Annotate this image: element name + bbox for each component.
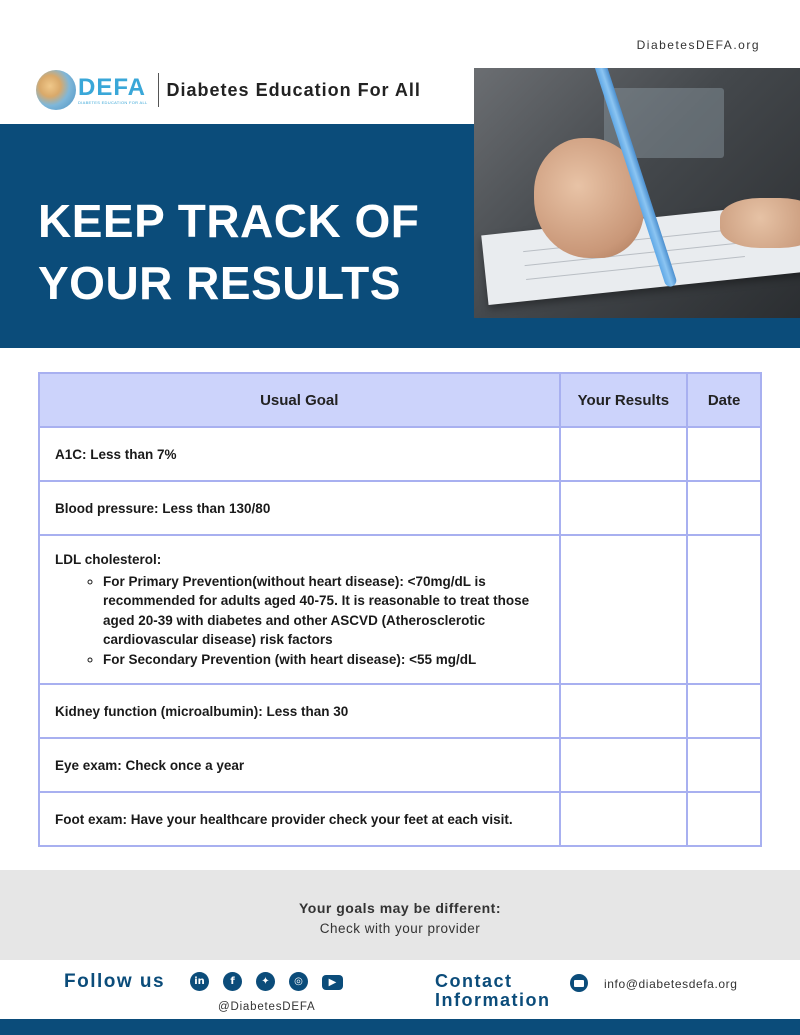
table-row xyxy=(39,792,761,846)
contact-label xyxy=(435,972,551,1010)
logo xyxy=(78,73,148,105)
linkedin-icon[interactable]: in xyxy=(190,972,209,991)
note-title: Your goals may be different: xyxy=(299,900,501,916)
table-row xyxy=(39,481,761,535)
note-subtitle: Check with your provider xyxy=(319,921,481,936)
ldl-secondary-prevention: ◦ For Secondary Prevention (with heart disease): <55 mg/dL xyxy=(103,650,544,670)
results-cell[interactable] xyxy=(560,481,688,535)
social-links xyxy=(190,972,357,991)
notebook-line xyxy=(526,256,745,280)
contact-label-line-1: Contact xyxy=(435,971,513,991)
contact-email[interactable]: info@diabetesdefa.org xyxy=(604,977,738,991)
page-title xyxy=(38,190,458,314)
results-cell[interactable] xyxy=(560,427,688,481)
logo-divider xyxy=(158,73,159,107)
hero-photo xyxy=(474,68,800,318)
logo-row xyxy=(36,70,421,110)
globe-logo-icon xyxy=(36,70,76,110)
table-row xyxy=(39,738,761,792)
site-url[interactable]: DiabetesDEFA.org xyxy=(636,38,760,52)
ldl-primary-prevention: ◦ For Primary Prevention(without heart disease): <70mg/dL is recommended for adults aged 40-75. It is reasonable to treat those aged 20-39 with diabetes and other ASCVD (Atherosclerotic cardiovascular disease) risk factors xyxy=(103,572,544,650)
social-handle[interactable]: @DiabetesDEFA xyxy=(218,1001,316,1013)
date-cell[interactable] xyxy=(687,481,761,535)
goal-kidney-function: Kidney function (microalbumin): Less than 30 xyxy=(39,684,560,738)
table-header-row xyxy=(39,373,761,427)
date-cell[interactable] xyxy=(687,792,761,846)
goal-a1c: A1C: Less than 7% xyxy=(39,427,560,481)
logo-wordmark: DEFA xyxy=(78,73,147,101)
header-your-results: Your Results xyxy=(560,373,688,427)
results-cell[interactable] xyxy=(560,684,688,738)
photo-resting-hand xyxy=(720,198,800,248)
footer-bottom-bar xyxy=(0,1019,800,1035)
results-table xyxy=(38,372,762,847)
date-cell[interactable] xyxy=(687,738,761,792)
note-band xyxy=(0,870,800,960)
ldl-bullet-list xyxy=(103,572,544,670)
instagram-icon[interactable]: ◎ xyxy=(289,972,308,991)
goal-eye-exam: Eye exam: Check once a year xyxy=(39,738,560,792)
results-cell[interactable] xyxy=(560,792,688,846)
title-line-1: KEEP TRACK OF xyxy=(38,195,420,247)
table-row xyxy=(39,535,761,684)
logo-tagline: DIABETES EDUCATION FOR ALL xyxy=(78,99,148,105)
contact-label-line-2: Information xyxy=(435,990,551,1010)
date-cell[interactable] xyxy=(687,684,761,738)
facebook-icon[interactable]: f xyxy=(223,972,242,991)
goal-ldl-cholesterol xyxy=(39,535,560,684)
results-cell[interactable] xyxy=(560,535,688,684)
header-date: Date xyxy=(687,373,761,427)
goal-foot-exam: Foot exam: Have your healthcare provider check your feet at each visit. xyxy=(39,792,560,846)
header-usual-goal: Usual Goal xyxy=(39,373,560,427)
title-line-2: YOUR RESULTS xyxy=(38,257,401,309)
date-cell[interactable] xyxy=(687,535,761,684)
results-cell[interactable] xyxy=(560,738,688,792)
table-row xyxy=(39,427,761,481)
brand-name: Diabetes Education For All xyxy=(166,79,421,100)
twitter-icon[interactable]: ✦ xyxy=(256,972,275,991)
date-cell[interactable] xyxy=(687,427,761,481)
goal-blood-pressure: Blood pressure: Less than 130/80 xyxy=(39,481,560,535)
footer xyxy=(0,960,800,1020)
table-row xyxy=(39,684,761,738)
follow-us-label: Follow us xyxy=(64,971,166,992)
mail-icon xyxy=(570,974,588,992)
youtube-icon[interactable]: ▶ xyxy=(322,975,343,990)
ldl-heading: LDL cholesterol: xyxy=(55,552,162,567)
